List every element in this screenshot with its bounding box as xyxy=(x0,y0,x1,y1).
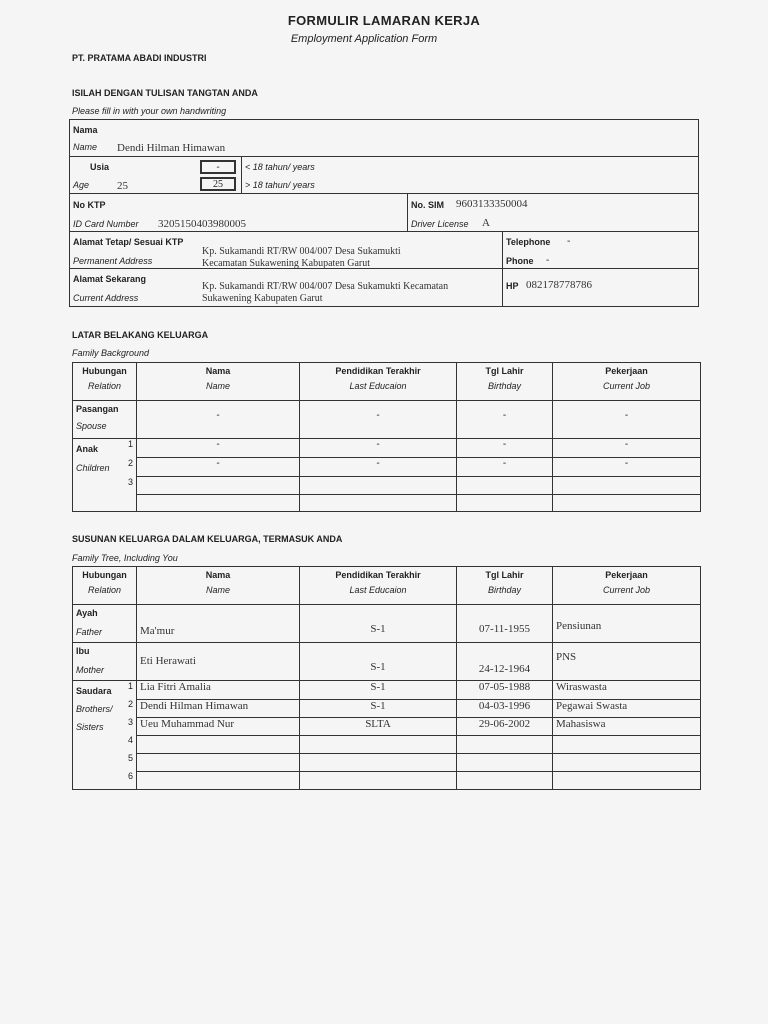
name-row xyxy=(69,119,699,157)
age-label: Usia xyxy=(90,162,110,172)
sibling-3-job[interactable]: Mahasiswa xyxy=(553,717,701,735)
family-tree-subtitle: Family Tree, Including You xyxy=(72,553,178,563)
sibling-5-label-cell: 5 xyxy=(73,753,137,771)
table-row xyxy=(73,401,701,439)
family-tree-table xyxy=(72,566,701,790)
sibling-1-job[interactable]: Wiraswasta xyxy=(553,681,701,700)
child-3-label-cell: 3 xyxy=(73,477,137,495)
sibling-4-name[interactable] xyxy=(137,735,300,753)
age-row xyxy=(69,156,699,194)
telephone-field[interactable]: - xyxy=(567,236,571,247)
personal-info-section xyxy=(69,119,699,307)
ktp-label-en: ID Card Number xyxy=(73,219,139,229)
table-row xyxy=(73,699,701,717)
hp-field[interactable]: 082178778786 xyxy=(526,279,592,291)
mother-name[interactable]: Eti Herawati xyxy=(137,643,300,681)
ktp-label: No KTP xyxy=(73,200,106,210)
sibling-2-education[interactable]: S-1 xyxy=(300,699,457,717)
family-tree-title: SUSUNAN KELUARGA DALAM KELUARGA, TERMASUK ANDA xyxy=(72,534,343,544)
perm-address-label: Alamat Tetap/ Sesuai KTP xyxy=(73,237,184,247)
perm-address-line1[interactable]: Kp. Sukamandi RT/RW 004/007 Desa Sukamukti xyxy=(202,246,401,257)
sibling-4-birthday[interactable] xyxy=(457,735,553,753)
telephone-label: Telephone xyxy=(506,237,551,247)
sibling-2-label-cell: Brothers/ 2 xyxy=(73,699,137,717)
sibling-1-name[interactable]: Lia Fitri Amalia xyxy=(137,681,300,700)
perm-divider xyxy=(502,232,503,268)
company-name: PT. PRATAMA ABADI INDUSTRI xyxy=(72,53,207,63)
mother-education[interactable]: S-1 xyxy=(300,643,457,681)
mother-birthday[interactable]: 24-12-1964 xyxy=(457,643,553,681)
col-relation: Hubungan Relation xyxy=(73,567,137,605)
curr-address-label-en: Current Address xyxy=(73,293,139,303)
name-label-en: Name xyxy=(73,142,98,152)
father-education[interactable]: S-1 xyxy=(300,605,457,643)
id-row xyxy=(69,193,699,232)
sibling-3-birthday[interactable]: 29-06-2002 xyxy=(457,717,553,735)
extra-name[interactable] xyxy=(137,495,300,512)
extra-job[interactable] xyxy=(553,495,701,512)
sibling-2-name[interactable]: Dendi Hilman Himawan xyxy=(137,699,300,717)
child-2-birthday[interactable]: - xyxy=(457,458,553,477)
father-name[interactable]: Ma'mur xyxy=(137,605,300,643)
child-3-name[interactable] xyxy=(137,477,300,495)
sibling-1-birthday[interactable]: 07-05-1988 xyxy=(457,681,553,700)
instructions-subtitle: Please fill in with your own handwriting xyxy=(72,106,227,116)
curr-divider xyxy=(502,269,503,306)
perm-address-label-en: Permanent Address xyxy=(73,256,153,266)
father-label-cell: Ayah Father xyxy=(73,605,137,643)
col-relation: Hubungan Relation xyxy=(73,363,137,401)
age-under-18-checkbox[interactable]: - xyxy=(200,160,236,174)
extra-education[interactable] xyxy=(300,495,457,512)
extra-birthday[interactable] xyxy=(457,495,553,512)
sibling-6-education[interactable] xyxy=(300,771,457,789)
col-name: Nama Name xyxy=(137,363,300,401)
spouse-birthday[interactable]: - xyxy=(457,401,553,439)
sim-field[interactable]: 9603133350004 xyxy=(456,198,528,210)
sibling-3-label-cell: Sisters 3 xyxy=(73,717,137,735)
family-background-table xyxy=(72,362,701,512)
curr-address-label: Alamat Sekarang xyxy=(73,274,147,284)
family-background-subtitle: Family Background xyxy=(72,348,150,358)
id-row-divider xyxy=(407,194,408,231)
sim-label-en: Driver License xyxy=(411,219,469,229)
child-1-name[interactable]: - xyxy=(137,439,300,458)
table-row xyxy=(73,439,701,458)
name-label: Nama xyxy=(73,125,98,135)
col-job: Pekerjaan Current Job xyxy=(553,363,701,401)
child-2-education[interactable]: - xyxy=(300,458,457,477)
sibling-5-name[interactable] xyxy=(137,753,300,771)
table-row xyxy=(73,605,701,643)
col-birthday: Tgl Lahir Birthday xyxy=(457,567,553,605)
col-name: Nama Name xyxy=(137,567,300,605)
extra-label-cell xyxy=(73,495,137,512)
child-1-job[interactable]: - xyxy=(553,439,701,458)
phone-field[interactable]: - xyxy=(546,255,550,266)
col-job: Pekerjaan Current Job xyxy=(553,567,701,605)
mother-job[interactable]: PNS xyxy=(553,643,701,681)
table-row xyxy=(73,717,701,735)
sibling-5-education[interactable] xyxy=(300,753,457,771)
sibling-1-label-cell: Saudara 1 xyxy=(73,681,137,700)
col-birthday: Tgl Lahir Birthday xyxy=(457,363,553,401)
father-job[interactable]: Pensiunan xyxy=(553,605,701,643)
sibling-4-label-cell: 4 xyxy=(73,735,137,753)
sibling-6-job[interactable] xyxy=(553,771,701,789)
age-value: 25 xyxy=(117,180,128,192)
name-field[interactable]: Dendi Hilman Himawan xyxy=(117,142,226,154)
table-row xyxy=(73,495,701,512)
permanent-address-row xyxy=(69,231,699,269)
sim-label: No. SIM xyxy=(411,200,444,210)
child-1-birthday[interactable]: - xyxy=(457,439,553,458)
child-1-education[interactable]: - xyxy=(300,439,457,458)
sim-type: A xyxy=(482,217,490,229)
sibling-5-job[interactable] xyxy=(553,753,701,771)
sibling-3-education[interactable]: SLTA xyxy=(300,717,457,735)
spouse-label-cell: Pasangan Spouse xyxy=(73,401,137,439)
curr-address-line2[interactable]: Sukawening Kabupaten Garut xyxy=(202,293,323,304)
age-option-over-18: > 18 tahun/ years xyxy=(245,180,315,190)
hp-label: HP xyxy=(506,281,519,291)
sibling-2-job[interactable]: Pegawai Swasta xyxy=(553,699,701,717)
children-label-en-cell: Children 2 xyxy=(73,458,137,477)
sibling-1-education[interactable]: S-1 xyxy=(300,681,457,700)
sibling-6-label-cell: 6 xyxy=(73,771,137,789)
perm-address-line2[interactable]: Kecamatan Sukawening Kabupaten Garut xyxy=(202,258,370,269)
curr-address-line1[interactable]: Kp. Sukamandi RT/RW 004/007 Desa Sukamukti Kecamatan xyxy=(202,281,449,292)
table-row xyxy=(73,735,701,753)
children-label-cell: Anak 1 xyxy=(73,439,137,458)
spouse-job[interactable]: - xyxy=(553,401,701,439)
child-3-birthday[interactable] xyxy=(457,477,553,495)
col-education: Pendidikan Terakhir Last Educaion xyxy=(300,567,457,605)
child-2-name[interactable]: - xyxy=(137,458,300,477)
sibling-2-birthday[interactable]: 04-03-1996 xyxy=(457,699,553,717)
sibling-4-job[interactable] xyxy=(553,735,701,753)
age-over-18-checkbox[interactable]: 25 xyxy=(200,177,236,191)
table-row xyxy=(73,477,701,495)
table-row xyxy=(73,753,701,771)
table-row xyxy=(73,643,701,681)
table-header-row xyxy=(73,363,701,401)
sibling-4-education[interactable] xyxy=(300,735,457,753)
mother-label-cell: Ibu Mother xyxy=(73,643,137,681)
child-2-job[interactable]: - xyxy=(553,458,701,477)
current-address-row xyxy=(69,268,699,307)
table-row xyxy=(73,771,701,789)
father-birthday[interactable]: 07-11-1955 xyxy=(457,605,553,643)
form-title: FORMULIR LAMARAN KERJA xyxy=(287,13,481,28)
instructions-title: ISILAH DENGAN TULISAN TANGTAN ANDA xyxy=(72,88,258,98)
family-background-title: LATAR BELAKANG KELUARGA xyxy=(72,330,209,340)
table-header-row xyxy=(73,567,701,605)
sibling-6-name[interactable] xyxy=(137,771,300,789)
phone-label: Phone xyxy=(506,256,534,266)
spouse-education[interactable]: - xyxy=(300,401,457,439)
spouse-name[interactable]: - xyxy=(137,401,300,439)
ktp-field[interactable]: 3205150403980005 xyxy=(158,218,246,230)
age-label-en: Age xyxy=(73,180,90,190)
sibling-5-birthday[interactable] xyxy=(457,753,553,771)
child-3-job[interactable] xyxy=(553,477,701,495)
child-3-education[interactable] xyxy=(300,477,457,495)
form-subtitle: Employment Application Form xyxy=(290,33,438,45)
sibling-6-birthday[interactable] xyxy=(457,771,553,789)
col-education: Pendidikan Terakhir Last Educaion xyxy=(300,363,457,401)
age-option-under-18: < 18 tahun/ years xyxy=(245,162,315,172)
sibling-3-name[interactable]: Ueu Muhammad Nur xyxy=(137,717,300,735)
table-row xyxy=(73,458,701,477)
table-row xyxy=(73,681,701,700)
